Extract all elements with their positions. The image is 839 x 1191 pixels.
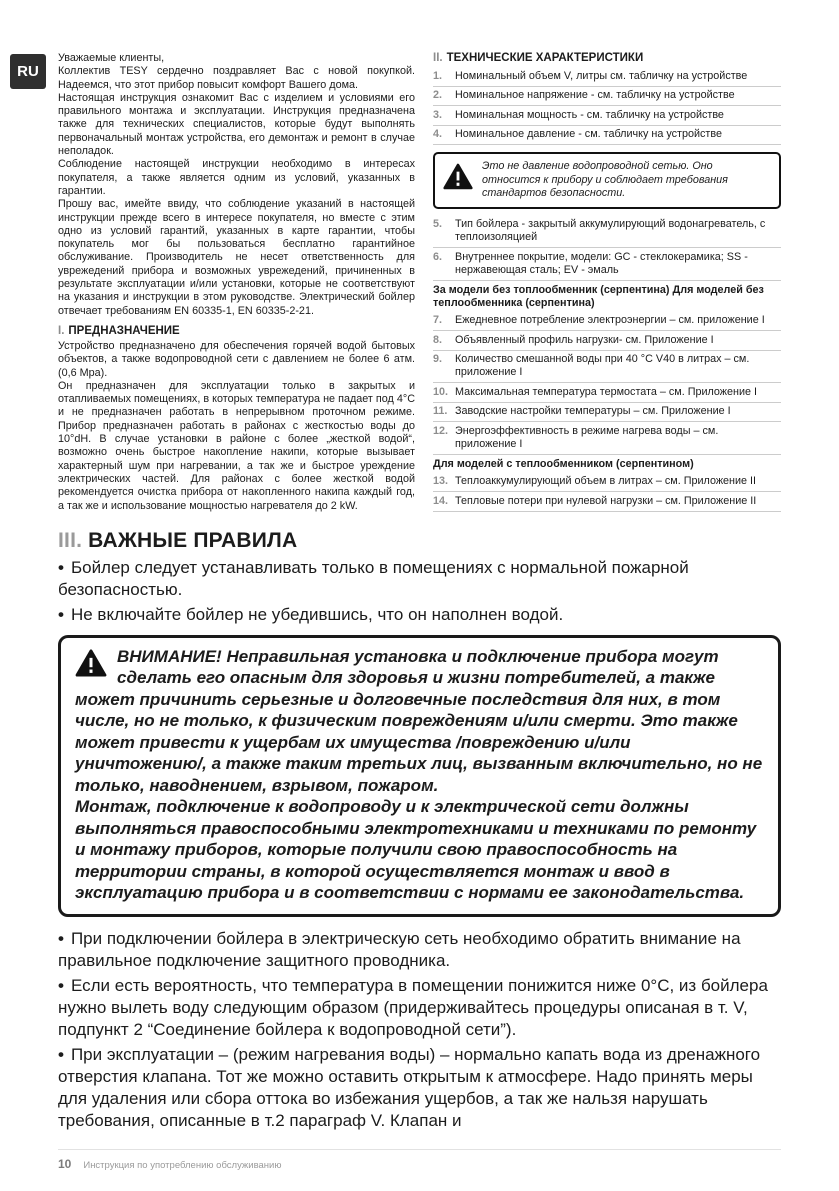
rule-text: При подключении бойлера в электрическую сеть необходимо обратить внимание на правильное подключение защитного проводника. (58, 928, 741, 970)
item-text: Энергоэффективность в режиме нагрева воды – см. приложение I (455, 424, 719, 450)
tech-item (433, 492, 781, 512)
item-number: 2. (433, 89, 443, 101)
item-number: 6. (433, 250, 443, 263)
item-text: Номинальное напряжение - см. табличку на устройстве (455, 89, 735, 101)
intro-paragraph: Прошу вас, имейте ввиду, что соблюдение указаний в настоящей инструкции прежде всего в интересе покупателя, но вместе с этим одно из условий гарантий, указанных в карте гарантии, чтобы покупатель мог бы пользоваться бесплатно гарантийное обслуживание. Производитель не несет ответственность для уврежедений прибора и возможных уврежедений, причиненных в результате эксплуатации и/или установки, которые не соответствуют на указания и инструкции в этом руководстве. Электрический бойлер отвечает требованиям EN 60335-1, EN 60335-2-21. (58, 198, 415, 317)
item-number: 14. (433, 494, 449, 507)
right-column (433, 52, 781, 513)
intro-paragraph: Настоящая инструкция ознакомит Вас с изделием и условиями его правильного монтажа и эксплуатации. Инструкция предназначена также для технических специалистов, которые будут выполнять первоначальный монтаж устройства, его демонтаж и ремонт в случае неполадок. (58, 91, 415, 158)
bullet-dot: • (58, 928, 64, 948)
item-text: Максимальная температура термостата – см. Приложение I (455, 385, 758, 398)
item-number: 7. (433, 314, 443, 326)
tech-item (433, 312, 781, 332)
rule-text: Бойлер следует устанавливать только в помещениях с нормальной пожарной безопасностью. (58, 557, 689, 599)
rule-item (58, 604, 781, 626)
intro-paragraph: Уважаемые клиенты, (58, 52, 165, 64)
rule-text: Не включайте бойлер не убедившись, что он наполнен водой. (70, 604, 564, 624)
left-column (58, 52, 415, 513)
attention-box (58, 635, 781, 917)
tech-item (433, 351, 781, 384)
bullet-dot: • (58, 1044, 64, 1064)
section-1-number: I. (58, 324, 65, 337)
pressure-note-box (433, 152, 781, 209)
item-number: 8. (433, 333, 443, 346)
item-number: 13. (433, 475, 449, 487)
bullet-dot: • (58, 975, 64, 995)
subheading-no-heat-exchanger: За модели без топлообменник (серпентина) Для моделей без теплообменника (серпентина) (433, 283, 764, 309)
page-footer (58, 1149, 781, 1171)
tech-item (433, 126, 781, 146)
warning-icon (443, 163, 473, 195)
tech-item (433, 331, 781, 351)
item-number: 12. (433, 424, 449, 437)
item-text: Заводские настройки температуры – см. Приложение I (455, 405, 731, 417)
item-text: Номинальное давление - см. табличку на устройстве (455, 128, 722, 140)
item-text: Ежедневное потребление электроэнергии – см. приложение I (455, 314, 765, 326)
intro-paragraph: Коллектив TESY сердечно поздравляет Вас с новой покупкой. Надеемся, что этот прибор повысит комфорт Вашего дома. (58, 65, 415, 91)
tech-item (433, 248, 781, 281)
section-2-heading (433, 52, 781, 64)
rule-item (58, 975, 781, 1041)
language-badge: RU (10, 54, 46, 89)
attention-paragraph: ВНИМАНИЕ! Неправильная установка и подключение прибора могут сделать его опасным для здоровья и жизни потребителей, а также может причинить серьезные и долговечные последствия для них, в том числе, но не только, к физическим повреждениям и/или смерти. Это также может привести к ущербам их имущества /повреждению и/или уничтожению/, а также таким третьих лиц, вызванным включительно, но не только, наводнением, взрывом, пожаром. (75, 646, 763, 795)
item-number: 1. (433, 69, 443, 82)
tech-item (433, 422, 781, 455)
rule-item (58, 1044, 781, 1132)
tech-item (433, 106, 781, 126)
tech-item (433, 383, 781, 403)
section-1-paragraph: Он предназначен для эксплуатации только в закрытых и отапливаемых помещениях, в которых температура не падает под 4°C и не предназначен работать в непрерывном проточном режиме. Прибор предназначен работать в районах с жесткостью воды до 10°dH. В случае установки в районе с более „жесткой водой“, возможно очень быстрое накопление накипи, которые вызывает характерный шум при нагревании, а так же и быстрое уреждение электрических частей. Для районах с более жесткой водой рекомендуется очистка прибора от накопленного накипа каждый год, а так же и использование мощностью нагревателя до 2 kW. (58, 379, 415, 512)
item-text: Внутреннее покрытие, модели: GC - стеклокерамика; SS - нержавеющая сталь; EV - эмаль (455, 250, 748, 276)
section-1-heading (58, 325, 415, 337)
item-text: Тип бойлера - закрытый аккумулирующий водонагреватель, с теплоизоляцией (455, 218, 766, 243)
section-3-number: III. (58, 528, 83, 552)
tech-item (433, 403, 781, 423)
tech-item (433, 216, 781, 249)
item-text: Теплоаккумулирующий объем в литрах – см. Приложение II (455, 475, 757, 487)
rule-item (58, 928, 781, 972)
bullet-dot: • (58, 557, 64, 577)
section-3-heading (58, 529, 781, 553)
item-number: 5. (433, 218, 443, 230)
tech-item (433, 473, 781, 493)
attention-paragraph: Монтаж, подключение к водопроводу и к электрической сети должны выполняться правоспособными электротехниками и техниками по ремонту и монтажу приборов, которые получили свою правоспособность на территории страны, в которой осуществляется монтаж и ввод в эксплуатацию прибора и в соответствии с нормами ее законодательства. (75, 797, 757, 903)
page-number: 10 (58, 1157, 72, 1171)
item-text: Количество смешанной воды при 40 °C V40 в литрах – см. приложение I (455, 353, 750, 378)
section-1-paragraph: Устройство предназначено для обеспечения горячей водой бытовых объектов, а также водопроводной сети с давлением не более 6 атм. (0,6 Mpa). (58, 339, 415, 379)
item-number: 9. (433, 353, 443, 365)
rule-item (58, 557, 781, 601)
item-text: Объявленный профиль нагрузки- см. Приложение I (455, 333, 714, 346)
section-3-title: ВАЖНЫЕ ПРАВИЛА (88, 528, 298, 552)
section-2-title: ТЕХНИЧЕСКИЕ ХАРАКТЕРИСТИКИ (446, 52, 644, 64)
tech-item (433, 67, 781, 87)
two-column-layout (58, 52, 781, 513)
intro-paragraph: Соблюдение настоящей инструкции необходимо в интересах покупателя, а также является одним из условий, указанных в гарантии. (58, 158, 415, 197)
item-text: Номинальный объем V, литры см. табличку на устройстве (455, 69, 748, 82)
section-1-title: ПРЕДНАЗНАЧЕНИЕ (68, 324, 180, 337)
bullet-dot: • (58, 604, 64, 624)
subheading-with-heat-exchanger: Для моделей с теплообменником (серпентином) (433, 457, 694, 470)
warning-icon (75, 649, 107, 683)
rule-text: Если есть вероятность, что температура в помещении понижится ниже 0°C, из бойлера нужно вылеть воду следующим образом (придерживайтесь процедуры описаная в т. V, подпункт 2 “Соединение бойлера к водопроводной сети”). (58, 975, 768, 1039)
rule-text: При эксплуатации – (режим нагревания воды) – нормально капать вода из дренажного отверстия клапана. Тот же можно оставить открытым к атмосфере. Надо принять меры для удаления или сбора оттока во избежания ущербов, а так же нальзя нарушать требования, описанные в т.2 параграф V. Клапан и (58, 1044, 761, 1130)
tech-item (433, 87, 781, 107)
item-number: 10. (433, 385, 449, 398)
item-text: Тепловые потери при нулевой нагрузки – см. Приложение II (455, 494, 757, 507)
pressure-note-text: Это не давление водопроводной сетью. Оно относится к прибору и соблюдает требования стандартов безопасности. (482, 160, 728, 199)
item-text: Номинальная мощность - см. табличку на устройстве (455, 108, 724, 121)
section-2-number: II. (433, 52, 443, 64)
item-number: 3. (433, 108, 443, 121)
item-number: 11. (433, 405, 448, 417)
footer-text: Инструкция по употреблению обслуживанию (83, 1160, 282, 1171)
item-number: 4. (433, 128, 443, 140)
